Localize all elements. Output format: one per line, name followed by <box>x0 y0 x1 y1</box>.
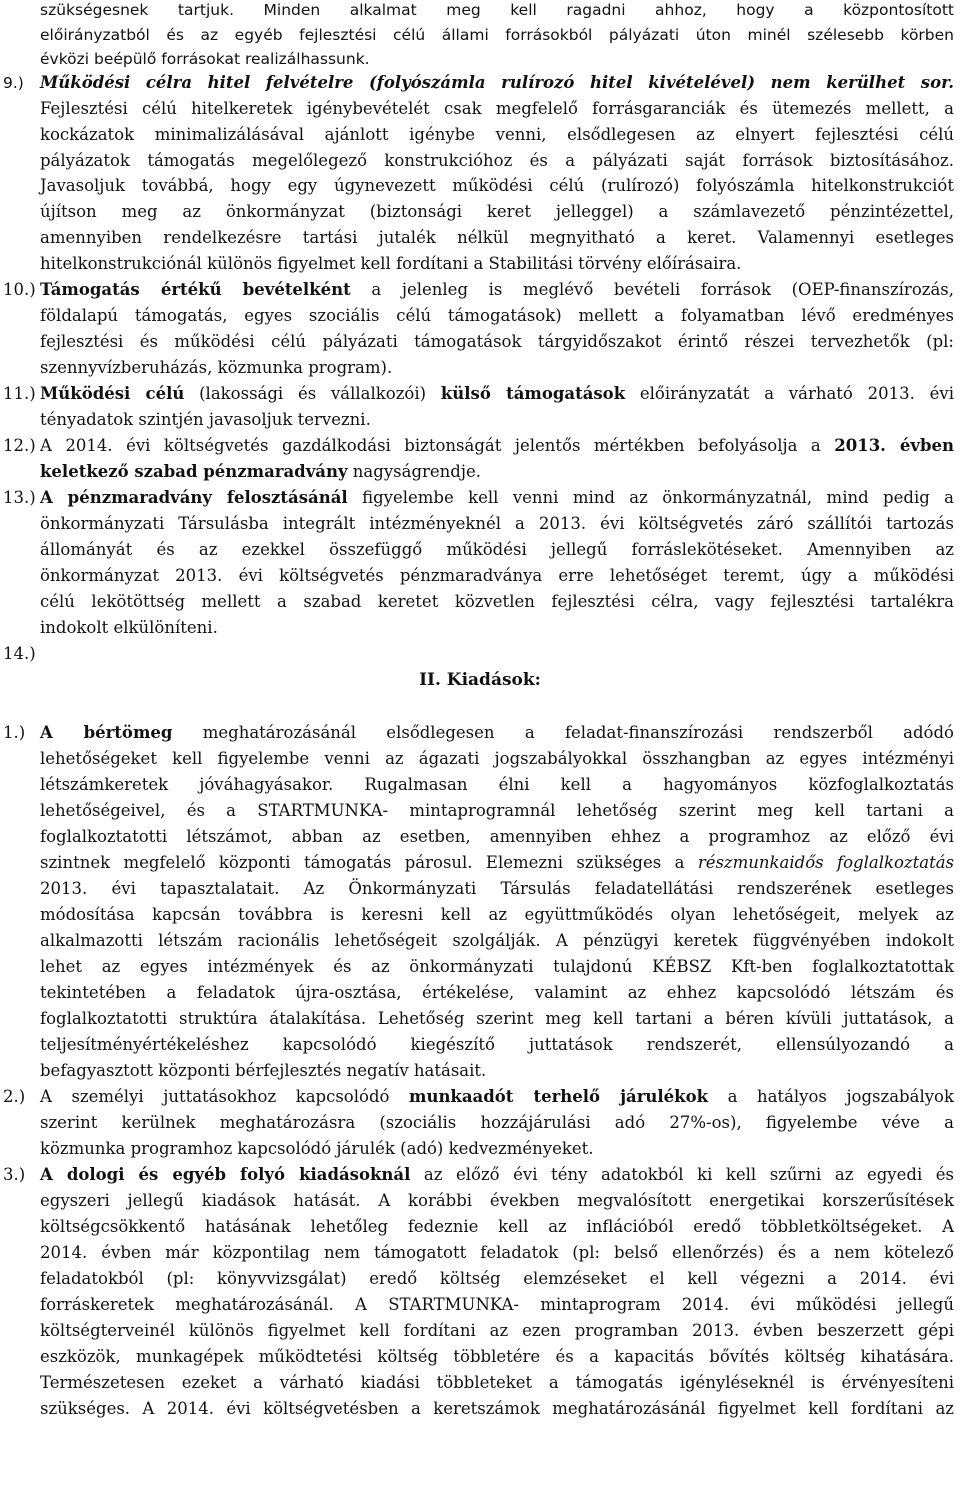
text-line <box>40 1162 954 1188</box>
text-line <box>40 720 954 746</box>
text-line: indokolt elkülöníteni. <box>40 618 218 637</box>
text-span: szintnek megfelelő központi támogatás párosul. Elemezni szükséges a <box>40 853 698 872</box>
text-line: eszközök, munkagépek működtetési költség többletére és a kapacitás bővítés költség kihatására. <box>40 1347 954 1366</box>
text-line: előirányzatból és az egyéb fejlesztési célú állami forrásokból pályázati úton minél szélesebb körben <box>40 26 954 44</box>
item-number: 12.) <box>3 436 36 455</box>
text-line: Fejlesztési célú hitelkeretek igénybevételét csak megfelelő forrásgaranciák és ütemezés mellett, a <box>40 99 954 118</box>
bold-phrase: külső támogatások <box>440 384 626 403</box>
text-line: évközi beépülő forrásokat realizálhassunk. <box>40 50 370 68</box>
bold-phrase: Működési célú <box>40 384 185 403</box>
text-line: befagyasztott központi bérfejlesztés negatív hatásait. <box>40 1061 487 1080</box>
item-number: 2.) <box>3 1087 26 1106</box>
text-line: hitelkonstrukciónál különös figyelmet kell fordítani a Stabilitási törvény előírásaira. <box>40 254 742 273</box>
section-title: II. Kiadások: <box>419 670 541 690</box>
text-line: szükségesnek tartjuk. Minden alkalmat meg kell ragadni ahhoz, hogy a központosított <box>40 1 954 19</box>
text-line: újítson meg az önkormányzat (biztonsági keret jelleggel) a számlavezető pénzintézettel, <box>40 202 954 221</box>
text-span: (lakossági és vállalkozói) <box>184 384 441 403</box>
text-line: tényadatok szintjén javasoljuk tervezni. <box>40 410 371 429</box>
text-line: amennyiben rendelkezésre tartási jutalék nélkül megnyitható a keret. Valamennyi esetleges <box>40 228 954 247</box>
text-line: teljesítményértékeléshez kapcsolódó kiegészítő juttatások rendszerét, ellensúlyozandó a <box>40 1035 954 1054</box>
item-heading: Működési célra hitel felvételre (folyószámla rulírozó hitel kivételével) nem kerülhet sor. <box>40 73 954 92</box>
text-line: költségterveinél különös figyelmet kell fordítani az ezen programban 2013. évben beszerzett gépi <box>40 1321 954 1340</box>
text-line: Természetesen ezeket a várható kiadási többleteket a támogatás igényléseknél is érvényesíteni <box>40 1373 954 1392</box>
text-span: A 2014. évi költségvetés gazdálkodási biztonságát jelentős mértékben befolyásolja a <box>40 436 835 455</box>
text-line: tekintetében a feladatok újra-osztása, értékelése, valamint az ehhez kapcsolódó létszám és <box>40 983 954 1002</box>
bold-phrase: A dologi és egyéb folyó kiadásoknál <box>40 1165 411 1184</box>
item-number: 1.) <box>3 723 26 742</box>
text-line <box>40 381 954 407</box>
text-line: közmunka programhoz kapcsolódó járulék (adó) kedvezményeket. <box>40 1139 594 1158</box>
text-line: fejlesztési és működési célú pályázati támogatások tárgyidőszakot érintő részei tervezhetők (pl: <box>40 332 954 351</box>
text-line: szerint kerülnek meghatározásra (szociális hozzájárulási adó 27%-os), figyelembe véve a <box>40 1113 954 1132</box>
text-line: költségcsökkentő hatásának lehetőleg fedeznie kell az inflációból eredő többletköltségeket. A <box>40 1217 954 1236</box>
bold-phrase: 2013. évben <box>834 436 955 455</box>
item-number: 3.) <box>3 1165 26 1184</box>
text-span: az előző évi tény adatokból ki kell szűrni az egyedi és <box>410 1165 954 1184</box>
bold-phrase: keletkező szabad pénzmaradvány <box>40 462 348 481</box>
text-line: földalapú támogatás, egyes szociális célú támogatások) mellett a folyamatban lévő eredményes <box>40 306 954 325</box>
text-line: pályázatok támogatás megelőlegező konstrukcióhoz és a pályázati saját források biztosításához. <box>40 151 954 170</box>
text-line: 2014. évben már központilag nem támogatott feladatok (pl: belső ellenőrzés) és a nem kötelező <box>40 1243 954 1262</box>
text-line <box>40 485 954 511</box>
text-line: egyszeri jellegű kiadások hatását. A korábbi években megvalósított energetikai korszerűsítések <box>40 1191 954 1210</box>
text-line: szennyvízberuházás, közmunka program). <box>40 358 393 377</box>
text-line <box>40 1084 954 1110</box>
text-line: lehetőségeket kell figyelembe venni az ágazati jogszabályokkal összhangban az egyes intézményi <box>40 749 954 768</box>
text-span: meghatározásánál elsődlegesen a feladat-finanszírozási rendszerből adódó <box>172 723 954 742</box>
item-number: 9.) <box>3 74 24 92</box>
text-line: önkormányzati Társulásba integrált intézményeknél a 2013. évi költségvetés záró szállítói tartozás <box>40 514 954 533</box>
text-line: 2013. évi tapasztalatait. Az Önkormányzati Társulás feladatellátási rendszerének esetleges <box>40 879 954 898</box>
bold-phrase: A pénzmaradvány felosztásánál <box>40 488 348 507</box>
item-number: 13.) <box>3 488 36 507</box>
text-line: szükséges. A 2014. évi költségvetésben a keretszámok meghatározásánál figyelmet kell fordítani az <box>40 1399 954 1418</box>
item-number: 10.) <box>3 280 36 299</box>
text-line: lehet az egyes intézmények és az önkormányzati tulajdonú KÉBSZ Kft-ben foglalkoztatottak <box>40 957 954 976</box>
text-line: önkormányzat 2013. évi költségvetés pénzmaradványa erre lehetőséget teremt, úgy a működési <box>40 566 954 585</box>
text-line: foglalkoztatotti létszámot, abban az esetben, amennyiben ehhez a programhoz az előző évi <box>40 827 954 846</box>
bold-phrase: A bértömeg <box>40 723 173 742</box>
italic-phrase: részmunkaidős foglalkoztatás <box>697 853 954 872</box>
text-line: foglalkoztatotti struktúra átalakítása. Lehetőség szerint meg kell tartani a béren kívüli juttatások, a <box>40 1009 954 1028</box>
text-span: figyelembe kell venni mind az önkormányzatnál, mind pedig a <box>347 488 954 507</box>
text-line: állományát és az ezekkel összefüggő működési jellegű forráslekötéseket. Amennyiben az <box>40 540 954 559</box>
text-span: a jelenleg is meglévő bevételi források (OEP-finanszírozás, <box>350 280 954 299</box>
text-line: forráskeretek meghatározásánál. A STARTMUNKA- mintaprogram 2014. évi működési jellegű <box>40 1295 954 1314</box>
text-line: Javasoljuk továbbá, hogy egy úgynevezett működési célú (rulírozó) folyószámla hitelkonstrukciót <box>40 176 954 195</box>
text-line: lehetőségeivel, és a STARTMUNKA- mintaprogramnál lehetőség szerint meg kell tartani a <box>40 801 954 820</box>
text-line <box>40 850 954 876</box>
text-span: a hatályos jogszabályok <box>708 1087 954 1106</box>
text-line <box>40 277 954 303</box>
text-span: előirányzatát a várható 2013. évi <box>625 384 954 403</box>
item-number: 11.) <box>3 384 36 403</box>
text-span: nagyságrendje. <box>347 462 481 481</box>
text-line: létszámkeretek jóváhagyásakor. Rugalmasan élni kell a hagyományos közfoglalkoztatás <box>40 775 954 794</box>
text-line <box>40 433 954 459</box>
bold-phrase: Támogatás értékű bevételként <box>40 280 351 299</box>
text-span: A személyi juttatásokhoz kapcsolódó <box>40 1087 409 1106</box>
text-line: alkalmazotti létszám racionális lehetőségeit szolgálják. A pénzügyi keretek függvényében indokolt <box>40 931 954 950</box>
text-line: feladatokból (pl: könyvvizsgálat) eredő költség elemzéseket el kell végezni a 2014. évi <box>40 1269 954 1288</box>
bold-phrase: munkaadót terhelő járulékok <box>408 1087 709 1106</box>
text-line <box>40 459 481 485</box>
text-line: célú lekötöttség mellett a szabad keretet közvetlen fejlesztési célra, vagy fejlesztési tartalékra <box>40 592 954 611</box>
text-line: kockázatok minimalizálásával ajánlott igénybe venni, elsődlegesen az elnyert fejlesztési célú <box>40 125 954 144</box>
item-number: 14.) <box>3 644 36 663</box>
text-line: módosítása kapcsán továbbra is keresni kell az együttműködés olyan lehetőségeit, melyek az <box>40 905 954 924</box>
